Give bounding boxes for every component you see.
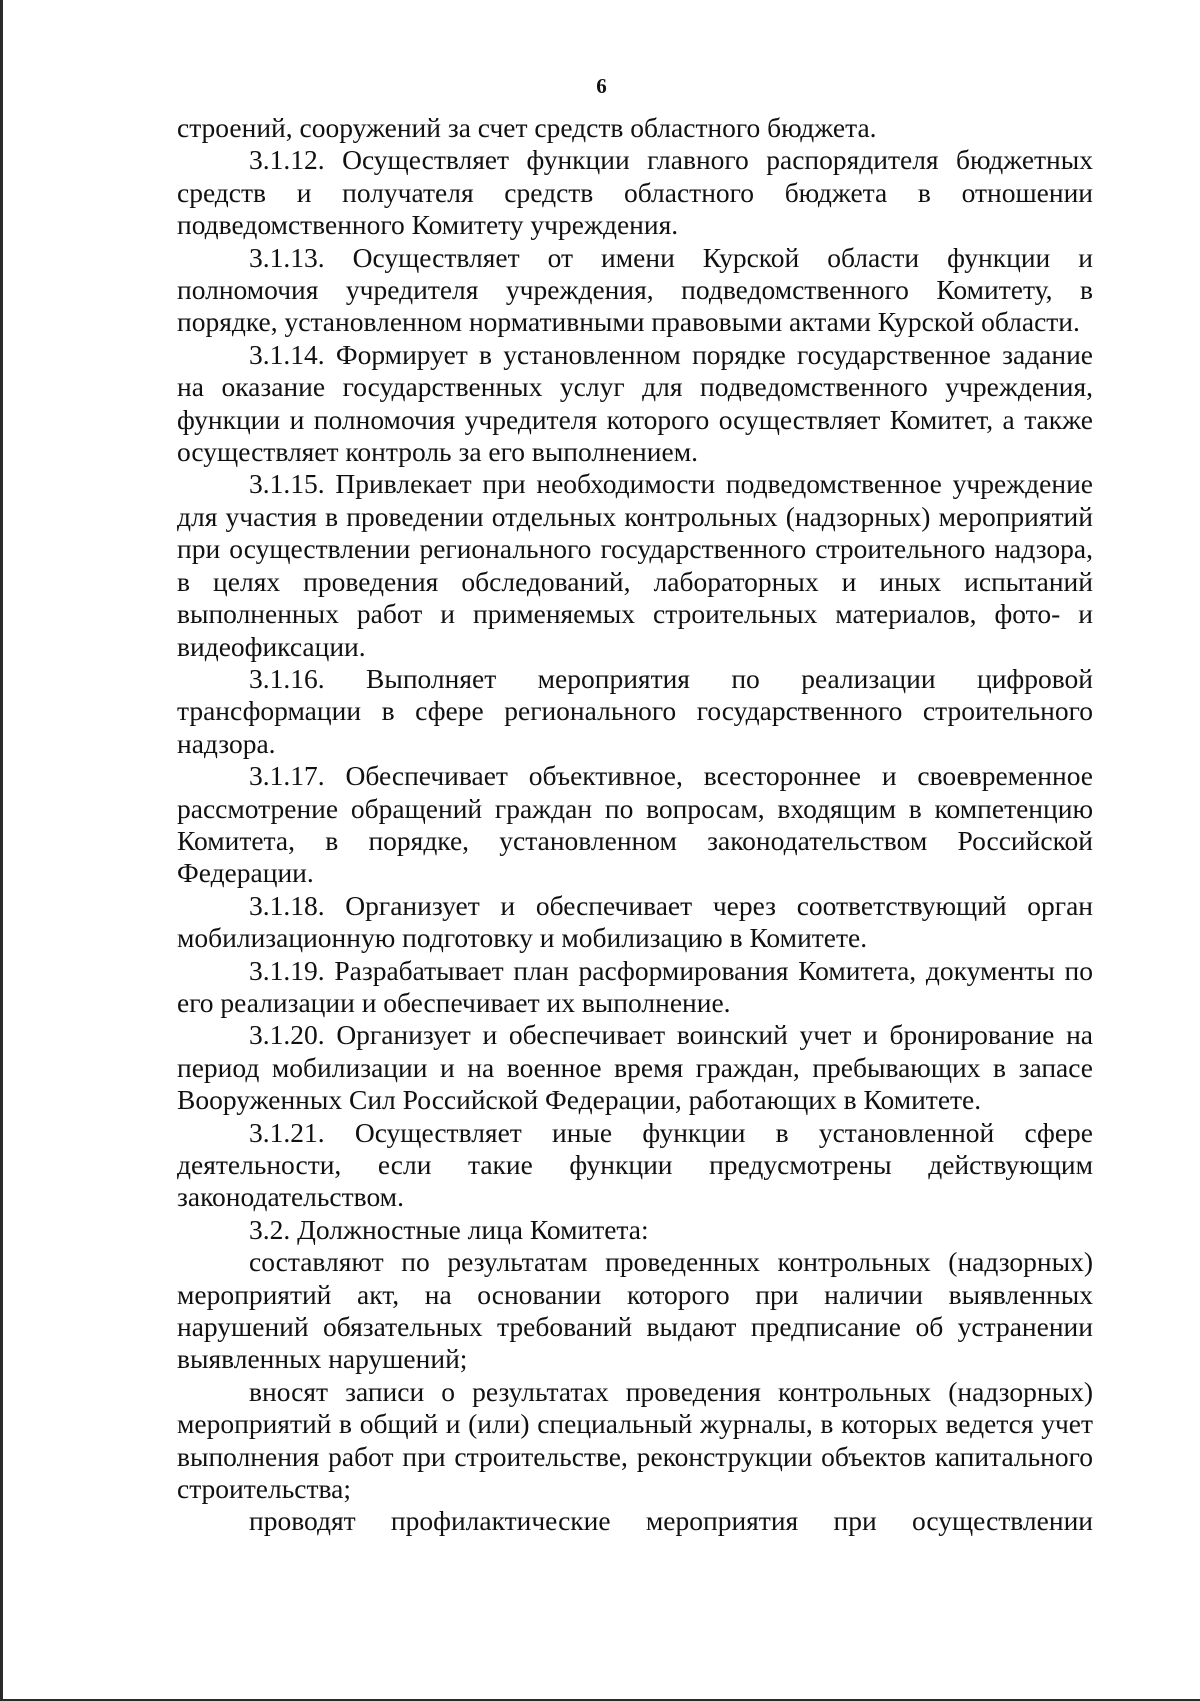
paragraph-3-1-21: 3.1.21. Осуществляет иные функции в установленной сфере деятельности, если такие функции предусмотрены действующим законодательством. <box>177 1116 1093 1213</box>
paragraph-3-2-heading: 3.2. Должностные лица Комитета: <box>249 1213 649 1245</box>
paragraph-3-1-14: 3.1.14. Формирует в установленном порядке государственное задание на оказание государственных услуг для подведомственного учреждения, функции и полномочия учредителя которого осуществляет Комитет, а также осуществляет контроль за его выполнением. <box>177 338 1093 468</box>
paragraph-3-1-15: 3.1.15. Привлекает при необходимости подведомственное учреждение для участия в проведении отдельных контрольных (надзорных) мероприятий при осуществлении регионального государственного строительного надзора, в целях проведения обследований, лабораторных и иных испытаний выполненных работ и применяемых строительных материалов, фото- и видеофиксации. <box>177 468 1093 662</box>
paragraph-3-1-18: 3.1.18. Организует и обеспечивает через соответствующий орган мобилизационную подготовку и мобилизацию в Комитете. <box>177 889 1093 954</box>
paragraph-3-1-12: 3.1.12. Осуществляет функции главного распорядителя бюджетных средств и получателя средств областного бюджета в отношении подведомственного Комитету учреждения. <box>177 144 1093 241</box>
document-body <box>177 112 1093 1538</box>
paragraph-continuation: строений, сооружений за счет средств областного бюджета. <box>177 112 877 143</box>
paragraph-3-1-13: 3.1.13. Осуществляет от имени Курской области функции и полномочия учредителя учреждения, подведомственного Комитету, в порядке, установленном нормативными правовыми актами Курской области. <box>177 241 1093 338</box>
page-number: 6 <box>596 74 607 98</box>
paragraph-3-1-19: 3.1.19. Разрабатывает план расформирования Комитета, документы по его реализации и обеспечивает их выполнение. <box>177 954 1093 1018</box>
paragraph-3-1-16: 3.1.16. Выполняет мероприятия по реализации цифровой трансформации в сфере регионального государственного строительного надзора. <box>177 662 1093 759</box>
paragraph-duty-journal: вносят записи о результатах проведения контрольных (надзорных) мероприятий в общий и (или) специальный журналы, в которых ведется учет выполнения работ при строительстве, реконструкции объектов капитального строительства; <box>177 1375 1093 1505</box>
paragraph-duty-prevention: проводят профилактические мероприятия при осуществлении <box>249 1505 1093 1537</box>
paragraph-3-1-17: 3.1.17. Обеспечивает объективное, всестороннее и своевременное рассмотрение обращений граждан по вопросам, входящим в компетенцию Комитета, в порядке, установленном законодательством Российской Федерации. <box>177 760 1093 889</box>
paragraph-duty-act: составляют по результатам проведенных контрольных (надзорных) мероприятий акт, на основании которого при наличии выявленных нарушений обязательных требований выдают предписание об устранении выявленных нарушений; <box>177 1246 1093 1375</box>
paragraph-3-1-20: 3.1.20. Организует и обеспечивает воинский учет и бронирование на период мобилизации и на военное время граждан, пребывающих в запасе Вооруженных Сил Российской Федерации, работающих в Комитете. <box>177 1019 1093 1116</box>
